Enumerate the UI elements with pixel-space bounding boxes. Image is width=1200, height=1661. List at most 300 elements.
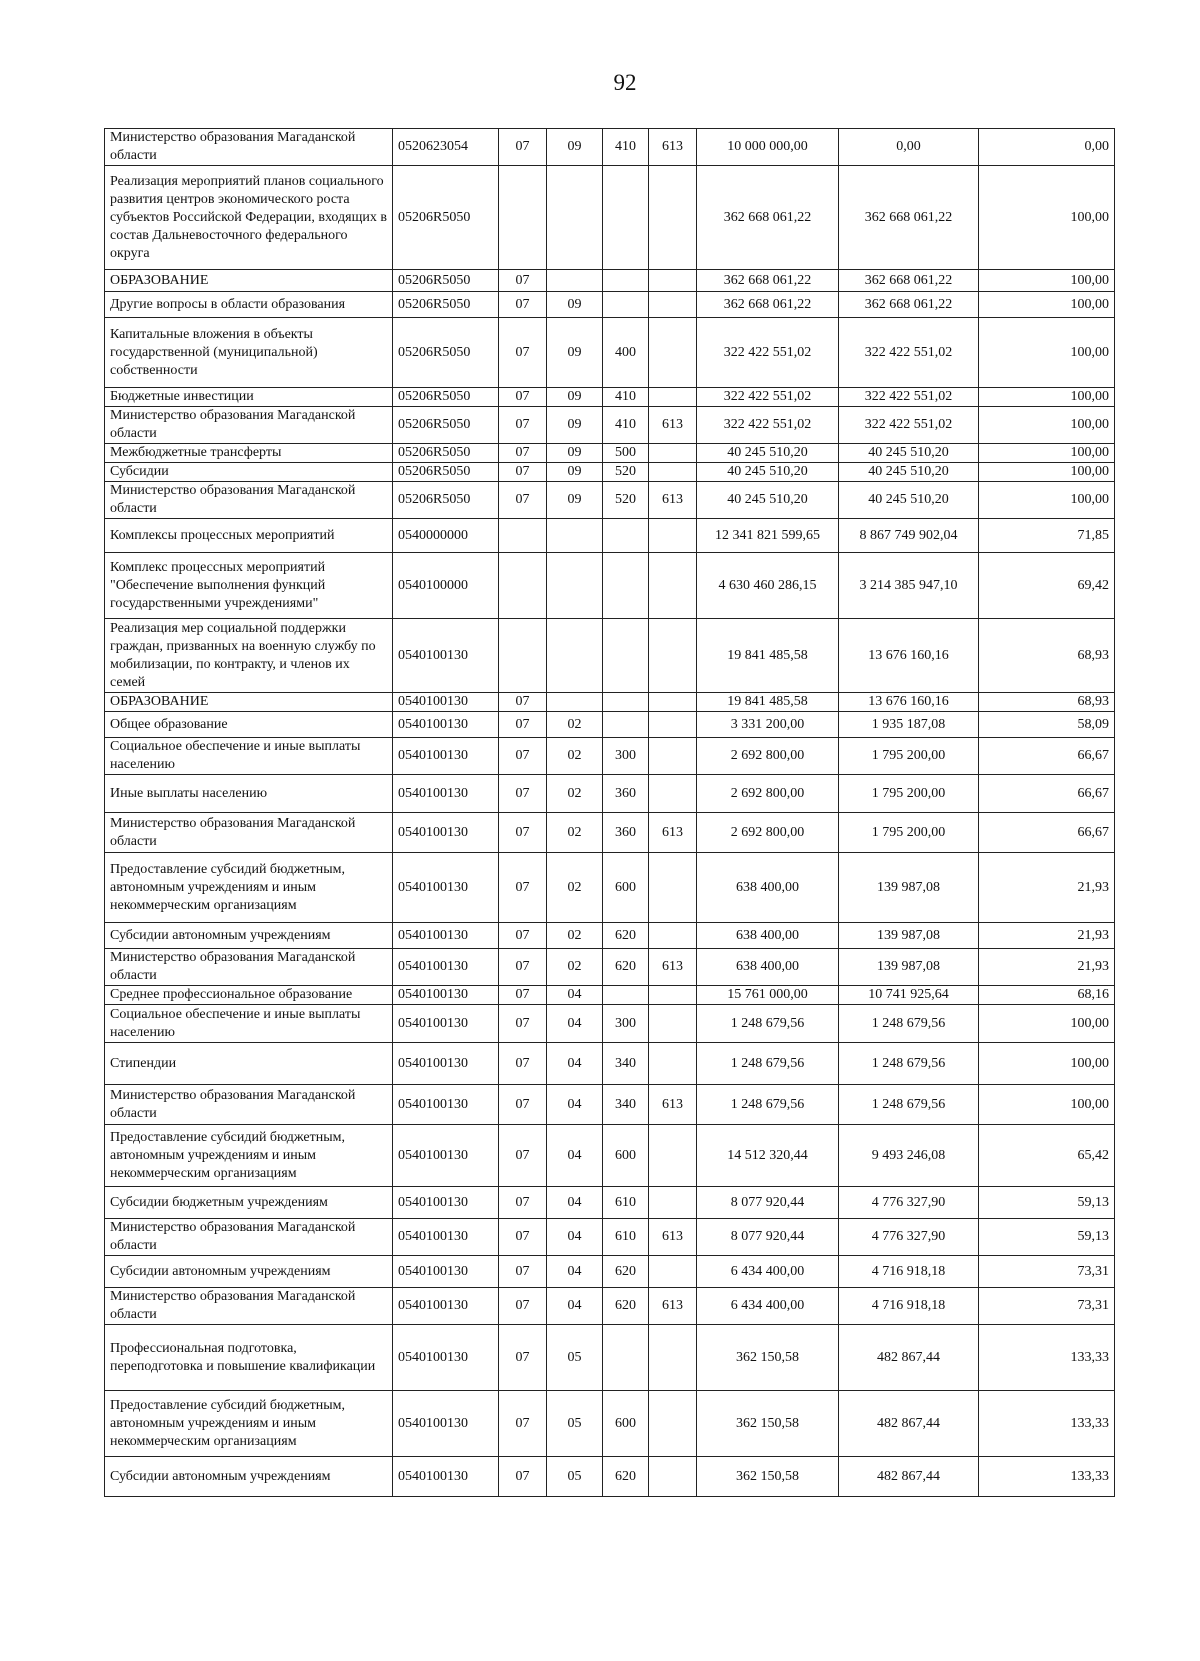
cell-name: Субсидии — [105, 463, 393, 482]
cell-expense-type: 610 — [603, 1187, 649, 1219]
cell-percent: 71,85 — [979, 519, 1115, 553]
cell-section — [499, 553, 547, 619]
cell-plan: 40 245 510,20 — [697, 463, 839, 482]
cell-executed: 482 867,44 — [839, 1457, 979, 1497]
cell-plan: 2 692 800,00 — [697, 813, 839, 853]
cell-executed: 13 676 160,16 — [839, 619, 979, 693]
cell-target-code: 0540100130 — [393, 923, 499, 949]
table-row — [105, 1005, 1115, 1043]
cell-target-code: 05206R5050 — [393, 270, 499, 292]
cell-expense-type — [603, 519, 649, 553]
cell-section: 07 — [499, 923, 547, 949]
cell-expense-type — [603, 986, 649, 1005]
cell-ministry-code — [649, 519, 697, 553]
cell-subsection: 09 — [547, 388, 603, 407]
cell-executed: 482 867,44 — [839, 1391, 979, 1457]
table-row — [105, 463, 1115, 482]
cell-section: 07 — [499, 482, 547, 519]
cell-expense-type: 610 — [603, 1219, 649, 1256]
cell-percent: 100,00 — [979, 292, 1115, 318]
cell-section: 07 — [499, 318, 547, 388]
cell-name: Капитальные вложения в объекты государственной (муниципальной) собственности — [105, 318, 393, 388]
cell-name: Социальное обеспечение и иные выплаты населению — [105, 738, 393, 775]
cell-section: 07 — [499, 853, 547, 923]
cell-ministry-code: 613 — [649, 1219, 697, 1256]
cell-target-code: 0540100130 — [393, 1125, 499, 1187]
cell-name: Предоставление субсидий бюджетным, автономным учреждениям и иным некоммерческим организациям — [105, 853, 393, 923]
cell-target-code: 05206R5050 — [393, 318, 499, 388]
cell-target-code: 0540100130 — [393, 1325, 499, 1391]
cell-plan: 638 400,00 — [697, 949, 839, 986]
cell-expense-type: 520 — [603, 482, 649, 519]
cell-target-code: 0540100130 — [393, 853, 499, 923]
cell-expense-type: 410 — [603, 388, 649, 407]
cell-percent: 100,00 — [979, 166, 1115, 270]
table-row — [105, 1187, 1115, 1219]
cell-subsection: 02 — [547, 775, 603, 813]
cell-expense-type — [603, 712, 649, 738]
cell-expense-type: 340 — [603, 1085, 649, 1125]
cell-target-code: 0540100130 — [393, 1043, 499, 1085]
cell-section: 07 — [499, 388, 547, 407]
cell-name: Субсидии автономным учреждениям — [105, 923, 393, 949]
cell-expense-type: 410 — [603, 407, 649, 444]
cell-target-code: 0540100130 — [393, 1391, 499, 1457]
cell-name: Предоставление субсидий бюджетным, автономным учреждениям и иным некоммерческим организациям — [105, 1125, 393, 1187]
cell-executed: 1 248 679,56 — [839, 1043, 979, 1085]
table-row — [105, 318, 1115, 388]
cell-subsection — [547, 619, 603, 693]
cell-subsection: 04 — [547, 1125, 603, 1187]
cell-target-code: 0540100130 — [393, 1187, 499, 1219]
cell-target-code: 0540100130 — [393, 1457, 499, 1497]
cell-executed: 9 493 246,08 — [839, 1125, 979, 1187]
cell-target-code: 0540100130 — [393, 1288, 499, 1325]
cell-ministry-code — [649, 553, 697, 619]
cell-name: Иные выплаты населению — [105, 775, 393, 813]
cell-ministry-code — [649, 1256, 697, 1288]
cell-expense-type — [603, 619, 649, 693]
cell-executed: 4 716 918,18 — [839, 1256, 979, 1288]
cell-ministry-code — [649, 923, 697, 949]
cell-executed: 8 867 749 902,04 — [839, 519, 979, 553]
cell-percent: 73,31 — [979, 1256, 1115, 1288]
cell-plan: 10 000 000,00 — [697, 129, 839, 166]
cell-target-code: 05206R5050 — [393, 292, 499, 318]
cell-executed: 10 741 925,64 — [839, 986, 979, 1005]
cell-target-code: 0540100130 — [393, 1219, 499, 1256]
table-row — [105, 1288, 1115, 1325]
cell-executed: 1 935 187,08 — [839, 712, 979, 738]
cell-plan: 3 331 200,00 — [697, 712, 839, 738]
cell-percent: 100,00 — [979, 1043, 1115, 1085]
cell-ministry-code — [649, 986, 697, 1005]
cell-expense-type — [603, 292, 649, 318]
cell-subsection: 09 — [547, 482, 603, 519]
table-row — [105, 166, 1115, 270]
cell-subsection: 05 — [547, 1457, 603, 1497]
cell-ministry-code — [649, 693, 697, 712]
cell-ministry-code: 613 — [649, 482, 697, 519]
cell-executed: 362 668 061,22 — [839, 166, 979, 270]
cell-executed: 3 214 385 947,10 — [839, 553, 979, 619]
cell-name: Предоставление субсидий бюджетным, автономным учреждениям и иным некоммерческим организациям — [105, 1391, 393, 1457]
cell-executed: 4 776 327,90 — [839, 1219, 979, 1256]
cell-name: Общее образование — [105, 712, 393, 738]
cell-executed: 362 668 061,22 — [839, 292, 979, 318]
cell-ministry-code — [649, 1187, 697, 1219]
cell-percent: 100,00 — [979, 270, 1115, 292]
cell-name: Субсидии бюджетным учреждениям — [105, 1187, 393, 1219]
cell-section: 07 — [499, 1288, 547, 1325]
cell-plan: 638 400,00 — [697, 923, 839, 949]
cell-ministry-code — [649, 444, 697, 463]
table-row — [105, 1219, 1115, 1256]
cell-plan: 19 841 485,58 — [697, 693, 839, 712]
cell-section: 07 — [499, 949, 547, 986]
cell-executed: 40 245 510,20 — [839, 463, 979, 482]
cell-section: 07 — [499, 1391, 547, 1457]
cell-expense-type: 500 — [603, 444, 649, 463]
cell-percent: 100,00 — [979, 388, 1115, 407]
cell-subsection: 04 — [547, 1187, 603, 1219]
cell-ministry-code — [649, 1325, 697, 1391]
cell-subsection — [547, 270, 603, 292]
cell-section — [499, 619, 547, 693]
cell-executed: 1 248 679,56 — [839, 1085, 979, 1125]
cell-expense-type: 410 — [603, 129, 649, 166]
cell-subsection — [547, 519, 603, 553]
cell-expense-type: 520 — [603, 463, 649, 482]
cell-section: 07 — [499, 292, 547, 318]
cell-target-code: 05206R5050 — [393, 482, 499, 519]
cell-plan: 362 668 061,22 — [697, 166, 839, 270]
cell-expense-type: 340 — [603, 1043, 649, 1085]
cell-plan: 6 434 400,00 — [697, 1288, 839, 1325]
table-row — [105, 853, 1115, 923]
cell-name: Комплекс процессных мероприятий "Обеспечение выполнения функций государственными учреждениями" — [105, 553, 393, 619]
cell-name: Министерство образования Магаданской области — [105, 949, 393, 986]
cell-target-code: 05206R5050 — [393, 444, 499, 463]
cell-expense-type: 300 — [603, 1005, 649, 1043]
cell-plan: 8 077 920,44 — [697, 1219, 839, 1256]
cell-name: Министерство образования Магаданской области — [105, 129, 393, 166]
table-row — [105, 482, 1115, 519]
cell-executed: 322 422 551,02 — [839, 318, 979, 388]
cell-target-code: 0540100130 — [393, 738, 499, 775]
cell-name: Субсидии автономным учреждениям — [105, 1457, 393, 1497]
cell-subsection: 09 — [547, 129, 603, 166]
cell-percent: 58,09 — [979, 712, 1115, 738]
cell-target-code: 0540100130 — [393, 1085, 499, 1125]
cell-plan: 322 422 551,02 — [697, 388, 839, 407]
cell-subsection: 05 — [547, 1325, 603, 1391]
cell-plan: 14 512 320,44 — [697, 1125, 839, 1187]
cell-target-code: 05206R5050 — [393, 463, 499, 482]
cell-section: 07 — [499, 738, 547, 775]
cell-name: Министерство образования Магаданской области — [105, 482, 393, 519]
cell-ministry-code — [649, 318, 697, 388]
table-row — [105, 1125, 1115, 1187]
cell-section: 07 — [499, 1457, 547, 1497]
cell-ministry-code — [649, 1043, 697, 1085]
cell-section: 07 — [499, 463, 547, 482]
cell-subsection: 09 — [547, 463, 603, 482]
cell-percent: 68,16 — [979, 986, 1115, 1005]
cell-expense-type: 620 — [603, 923, 649, 949]
cell-section: 07 — [499, 129, 547, 166]
cell-expense-type — [603, 553, 649, 619]
cell-executed: 40 245 510,20 — [839, 444, 979, 463]
cell-target-code: 0540100130 — [393, 619, 499, 693]
cell-name: ОБРАЗОВАНИЕ — [105, 270, 393, 292]
cell-target-code: 05206R5050 — [393, 407, 499, 444]
cell-section: 07 — [499, 1219, 547, 1256]
cell-section: 07 — [499, 1085, 547, 1125]
table-row — [105, 619, 1115, 693]
cell-section: 07 — [499, 1005, 547, 1043]
cell-ministry-code — [649, 166, 697, 270]
table-row — [105, 388, 1115, 407]
cell-subsection — [547, 166, 603, 270]
cell-subsection: 02 — [547, 738, 603, 775]
cell-percent: 68,93 — [979, 693, 1115, 712]
cell-name: Реализация мер социальной поддержки граждан, призванных на военную службу по мобилизации, по контракту, и членов их семей — [105, 619, 393, 693]
cell-percent: 21,93 — [979, 949, 1115, 986]
cell-plan: 362 150,58 — [697, 1391, 839, 1457]
cell-target-code: 0540100130 — [393, 712, 499, 738]
cell-section: 07 — [499, 693, 547, 712]
cell-name: Межбюджетные трансферты — [105, 444, 393, 463]
cell-section: 07 — [499, 712, 547, 738]
cell-subsection: 09 — [547, 292, 603, 318]
page-number: 92 — [613, 70, 637, 95]
cell-plan: 12 341 821 599,65 — [697, 519, 839, 553]
cell-expense-type: 400 — [603, 318, 649, 388]
table-row — [105, 444, 1115, 463]
cell-name: Министерство образования Магаданской области — [105, 1288, 393, 1325]
cell-ministry-code: 613 — [649, 129, 697, 166]
cell-ministry-code — [649, 1457, 697, 1497]
cell-expense-type: 620 — [603, 1457, 649, 1497]
cell-target-code: 0540100130 — [393, 813, 499, 853]
cell-plan: 638 400,00 — [697, 853, 839, 923]
table-row — [105, 519, 1115, 553]
table-row — [105, 1043, 1115, 1085]
cell-section: 07 — [499, 1043, 547, 1085]
cell-expense-type — [603, 166, 649, 270]
cell-expense-type — [603, 693, 649, 712]
table-row — [105, 1391, 1115, 1457]
cell-percent: 66,67 — [979, 738, 1115, 775]
cell-expense-type: 600 — [603, 1391, 649, 1457]
cell-subsection: 02 — [547, 853, 603, 923]
cell-plan: 362 150,58 — [697, 1457, 839, 1497]
cell-expense-type: 300 — [603, 738, 649, 775]
cell-target-code: 0540100130 — [393, 986, 499, 1005]
cell-plan: 2 692 800,00 — [697, 775, 839, 813]
cell-percent: 73,31 — [979, 1288, 1115, 1325]
cell-name: Бюджетные инвестиции — [105, 388, 393, 407]
cell-subsection — [547, 693, 603, 712]
cell-expense-type — [603, 1325, 649, 1391]
cell-plan: 2 692 800,00 — [697, 738, 839, 775]
cell-name: Министерство образования Магаданской области — [105, 1085, 393, 1125]
cell-percent: 100,00 — [979, 1005, 1115, 1043]
table-row — [105, 292, 1115, 318]
cell-target-code: 0540100130 — [393, 775, 499, 813]
cell-ministry-code — [649, 463, 697, 482]
cell-executed: 4 776 327,90 — [839, 1187, 979, 1219]
cell-executed: 1 795 200,00 — [839, 813, 979, 853]
cell-executed: 1 248 679,56 — [839, 1005, 979, 1043]
cell-ministry-code: 613 — [649, 1085, 697, 1125]
cell-name: Субсидии автономным учреждениям — [105, 1256, 393, 1288]
cell-subsection: 02 — [547, 712, 603, 738]
cell-plan: 1 248 679,56 — [697, 1005, 839, 1043]
cell-percent: 69,42 — [979, 553, 1115, 619]
cell-percent: 66,67 — [979, 775, 1115, 813]
table-row — [105, 775, 1115, 813]
table-row — [105, 813, 1115, 853]
cell-expense-type — [603, 270, 649, 292]
cell-target-code: 0520623054 — [393, 129, 499, 166]
cell-subsection: 09 — [547, 407, 603, 444]
cell-plan: 4 630 460 286,15 — [697, 553, 839, 619]
cell-percent: 133,33 — [979, 1457, 1115, 1497]
cell-executed: 1 795 200,00 — [839, 775, 979, 813]
cell-section: 07 — [499, 407, 547, 444]
cell-expense-type: 600 — [603, 853, 649, 923]
cell-target-code: 05206R5050 — [393, 166, 499, 270]
cell-name: Комплексы процессных мероприятий — [105, 519, 393, 553]
cell-section — [499, 519, 547, 553]
cell-percent: 100,00 — [979, 1085, 1115, 1125]
cell-ministry-code — [649, 738, 697, 775]
cell-subsection: 02 — [547, 949, 603, 986]
cell-ministry-code — [649, 388, 697, 407]
cell-percent: 133,33 — [979, 1325, 1115, 1391]
cell-ministry-code: 613 — [649, 407, 697, 444]
cell-section — [499, 166, 547, 270]
cell-executed: 4 716 918,18 — [839, 1288, 979, 1325]
cell-plan: 15 761 000,00 — [697, 986, 839, 1005]
cell-percent: 100,00 — [979, 463, 1115, 482]
cell-expense-type: 620 — [603, 949, 649, 986]
cell-percent: 59,13 — [979, 1187, 1115, 1219]
cell-executed: 482 867,44 — [839, 1325, 979, 1391]
cell-subsection: 04 — [547, 1219, 603, 1256]
table-row — [105, 738, 1115, 775]
budget-table — [104, 128, 1115, 1497]
cell-name: Профессиональная подготовка, переподготовка и повышение квалификации — [105, 1325, 393, 1391]
cell-subsection: 04 — [547, 1005, 603, 1043]
cell-subsection: 05 — [547, 1391, 603, 1457]
cell-percent: 68,93 — [979, 619, 1115, 693]
cell-executed: 0,00 — [839, 129, 979, 166]
cell-section: 07 — [499, 986, 547, 1005]
cell-subsection: 04 — [547, 1043, 603, 1085]
cell-target-code: 0540100130 — [393, 1256, 499, 1288]
cell-expense-type: 620 — [603, 1288, 649, 1325]
cell-percent: 100,00 — [979, 318, 1115, 388]
cell-plan: 362 668 061,22 — [697, 292, 839, 318]
cell-plan: 40 245 510,20 — [697, 444, 839, 463]
table-row — [105, 129, 1115, 166]
cell-target-code: 05206R5050 — [393, 388, 499, 407]
cell-section: 07 — [499, 1325, 547, 1391]
cell-ministry-code — [649, 712, 697, 738]
cell-target-code: 0540100130 — [393, 949, 499, 986]
table-row — [105, 1457, 1115, 1497]
cell-name: Министерство образования Магаданской области — [105, 407, 393, 444]
cell-percent: 21,93 — [979, 853, 1115, 923]
cell-section: 07 — [499, 270, 547, 292]
cell-name: Министерство образования Магаданской области — [105, 1219, 393, 1256]
cell-plan: 40 245 510,20 — [697, 482, 839, 519]
cell-plan: 6 434 400,00 — [697, 1256, 839, 1288]
cell-plan: 362 150,58 — [697, 1325, 839, 1391]
cell-ministry-code: 613 — [649, 949, 697, 986]
cell-plan: 322 422 551,02 — [697, 318, 839, 388]
cell-ministry-code: 613 — [649, 1288, 697, 1325]
cell-executed: 139 987,08 — [839, 949, 979, 986]
cell-name: Реализация мероприятий планов социального развития центров экономического роста субъектов Российской Федерации, входящих в состав Дальневосточного федерального округа — [105, 166, 393, 270]
cell-subsection: 04 — [547, 986, 603, 1005]
cell-ministry-code — [649, 1125, 697, 1187]
cell-plan: 8 077 920,44 — [697, 1187, 839, 1219]
cell-ministry-code — [649, 292, 697, 318]
cell-percent: 0,00 — [979, 129, 1115, 166]
cell-ministry-code — [649, 1391, 697, 1457]
cell-percent: 21,93 — [979, 923, 1115, 949]
cell-percent: 66,67 — [979, 813, 1115, 853]
cell-ministry-code — [649, 270, 697, 292]
cell-subsection: 04 — [547, 1085, 603, 1125]
cell-ministry-code — [649, 853, 697, 923]
cell-percent: 59,13 — [979, 1219, 1115, 1256]
table-row — [105, 1085, 1115, 1125]
cell-section: 07 — [499, 1125, 547, 1187]
cell-percent: 100,00 — [979, 444, 1115, 463]
cell-name: Министерство образования Магаданской области — [105, 813, 393, 853]
cell-subsection: 09 — [547, 318, 603, 388]
cell-plan: 322 422 551,02 — [697, 407, 839, 444]
cell-target-code: 0540100130 — [393, 1005, 499, 1043]
table-row — [105, 949, 1115, 986]
cell-ministry-code: 613 — [649, 813, 697, 853]
table-row — [105, 693, 1115, 712]
table-row — [105, 923, 1115, 949]
cell-plan: 1 248 679,56 — [697, 1085, 839, 1125]
cell-subsection: 04 — [547, 1288, 603, 1325]
cell-plan: 362 668 061,22 — [697, 270, 839, 292]
cell-percent: 100,00 — [979, 407, 1115, 444]
cell-section: 07 — [499, 1256, 547, 1288]
cell-percent: 100,00 — [979, 482, 1115, 519]
table-row — [105, 270, 1115, 292]
cell-executed: 40 245 510,20 — [839, 482, 979, 519]
cell-subsection — [547, 553, 603, 619]
cell-subsection: 04 — [547, 1256, 603, 1288]
cell-name: Социальное обеспечение и иные выплаты населению — [105, 1005, 393, 1043]
table-row — [105, 407, 1115, 444]
cell-percent: 65,42 — [979, 1125, 1115, 1187]
cell-target-code: 0540100130 — [393, 693, 499, 712]
cell-name: Среднее профессиональное образование — [105, 986, 393, 1005]
cell-executed: 139 987,08 — [839, 923, 979, 949]
cell-section: 07 — [499, 1187, 547, 1219]
